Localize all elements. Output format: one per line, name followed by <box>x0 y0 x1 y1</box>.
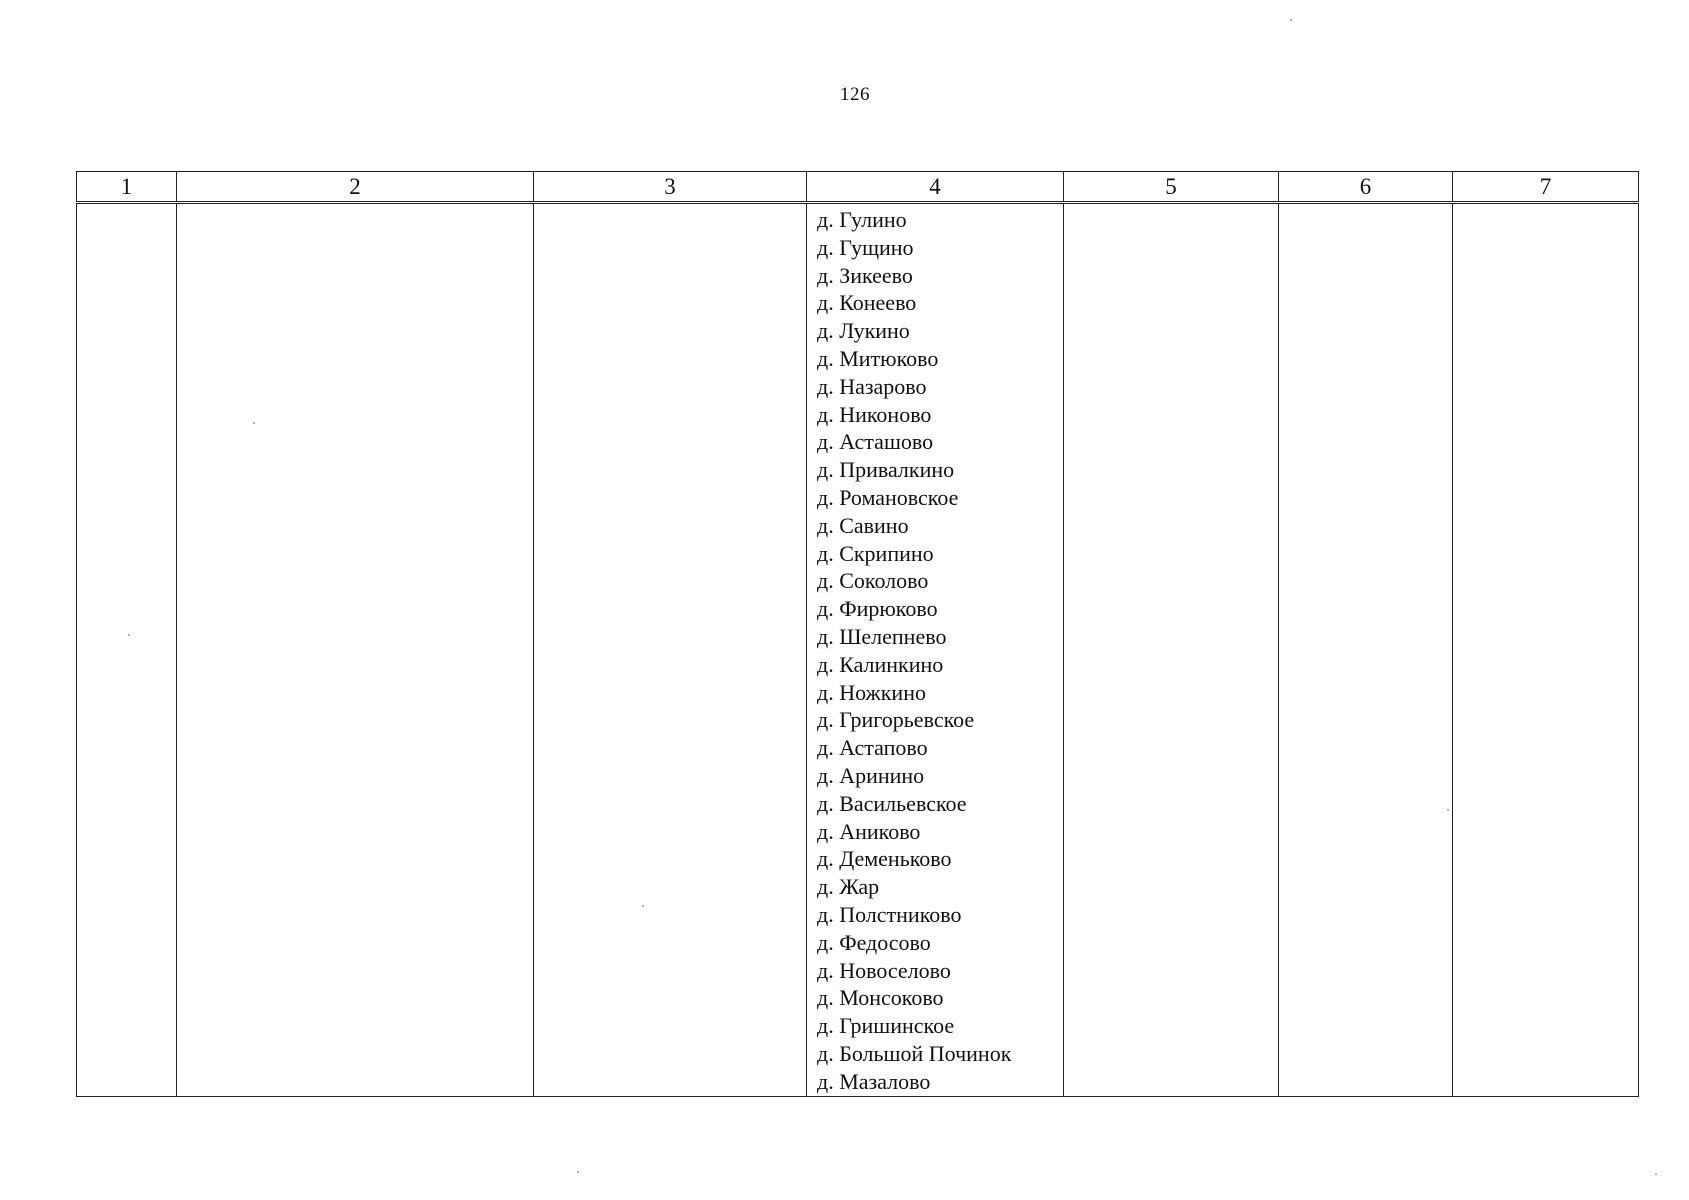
settlement-list-item: д. Савино <box>817 512 909 538</box>
settlement-list-item: д. Монсоково <box>817 985 944 1011</box>
settlement-list-item: д. Аринино <box>817 762 925 788</box>
table-row <box>77 203 1639 1097</box>
settlement-list-item: д. Гулино <box>817 207 907 232</box>
settlement-list-item: д. Асташово <box>817 429 934 455</box>
settlement-list-item: д. Полстниково <box>817 901 962 927</box>
settlement-list-item: д. Калинкино <box>817 651 944 677</box>
scan-speck <box>253 422 255 424</box>
header-row <box>77 172 1639 203</box>
settlement-list-item: д. Федосово <box>817 929 931 955</box>
settlement-list-item: д. Соколово <box>817 568 929 594</box>
settlement-list-item: д. Привалкино <box>817 457 955 483</box>
column-header-5: 5 <box>1064 172 1279 203</box>
cell-col-3 <box>534 203 807 1097</box>
settlement-list-item: д. Деменьково <box>817 846 952 872</box>
cell-col-2 <box>177 203 534 1097</box>
settlement-list-item: д. Зикеево <box>817 262 913 288</box>
settlement-list-item: д. Митюково <box>817 345 939 371</box>
column-header-2: 2 <box>177 172 534 203</box>
scan-speck <box>1655 1173 1657 1175</box>
scan-speck <box>1447 809 1449 811</box>
settlement-list-item: д. Большой Починок <box>817 1040 1012 1066</box>
column-header-1: 1 <box>77 172 177 203</box>
cell-col-4 <box>807 203 1064 1097</box>
settlements-table <box>76 171 1639 1097</box>
settlement-list-item: д. Романовское <box>817 484 959 510</box>
settlement-list-item: д. Васильевское <box>817 790 967 816</box>
settlement-list-item: д. Никоново <box>817 401 932 427</box>
column-header-3: 3 <box>534 172 807 203</box>
settlement-list-item: д. Астапово <box>817 735 928 761</box>
settlement-list-item: д. Гришинское <box>817 1013 955 1039</box>
cell-col-6 <box>1279 203 1453 1097</box>
settlement-list <box>807 204 1063 1096</box>
settlement-list-item: д. Шелепнево <box>817 623 947 649</box>
cell-col-7 <box>1453 203 1639 1097</box>
column-header-4: 4 <box>807 172 1064 203</box>
settlement-list-item: д. Жар <box>817 874 880 900</box>
settlement-list-item: д. Конеево <box>817 290 917 316</box>
scan-speck <box>577 1171 579 1173</box>
settlement-list-item: д. Мазалово <box>817 1068 931 1094</box>
settlement-list-item: д. Новоселово <box>817 957 951 983</box>
settlement-list-item: д. Назарово <box>817 373 927 399</box>
settlement-list-item: д. Фирюково <box>817 596 938 622</box>
settlement-list-item: д. Аниково <box>817 818 921 844</box>
page-number: 126 <box>840 84 870 105</box>
settlement-list-item: д. Гущино <box>817 234 914 260</box>
scan-speck <box>1290 19 1292 21</box>
scan-speck <box>128 634 130 636</box>
cell-col-1 <box>77 203 177 1097</box>
cell-col-5 <box>1064 203 1279 1097</box>
settlement-list-item: д. Скрипино <box>817 540 934 566</box>
scan-speck <box>642 905 644 907</box>
settlement-list-item: д. Лукино <box>817 318 910 344</box>
settlement-list-item: д. Григорьевское <box>817 707 975 733</box>
column-header-6: 6 <box>1279 172 1453 203</box>
settlement-list-item: д. Ножкино <box>817 679 926 705</box>
column-header-7: 7 <box>1453 172 1639 203</box>
